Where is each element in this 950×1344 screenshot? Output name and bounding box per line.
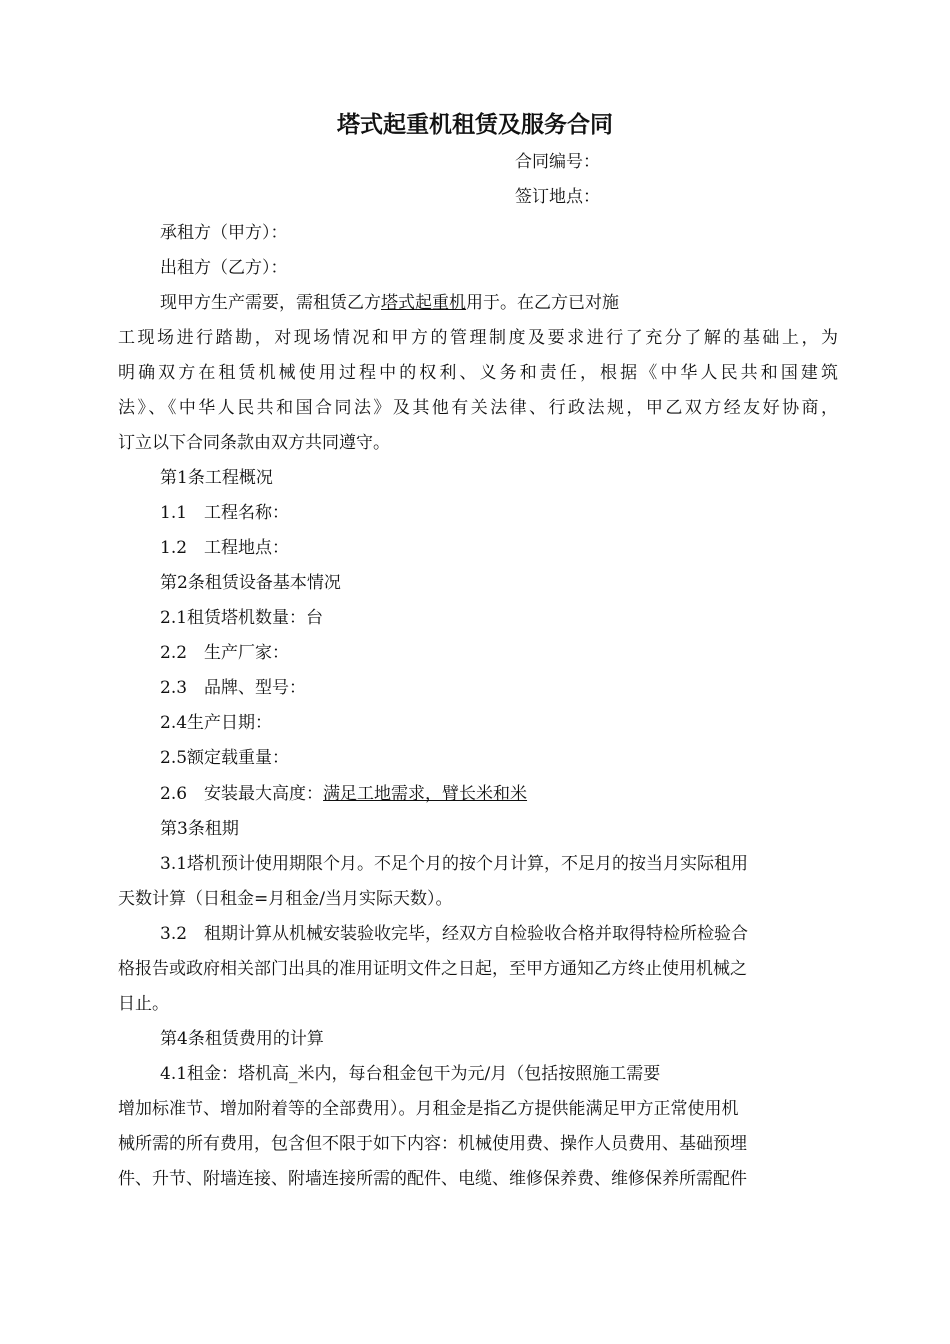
article-2-item-2: 2.2 生产厂家： <box>160 643 290 663</box>
contract-number-label: 合同编号： <box>515 152 600 172</box>
article-1-item-1: 1.1 工程名称： <box>160 503 290 523</box>
article-2-item-4: 2.4生产日期： <box>160 713 273 733</box>
article-4-p1-line-1: 4.1租金：塔机高_米内，每台租金包干为元/月（包括按照施工需要 <box>160 1064 661 1084</box>
intro-text: 现甲方生产需要，需租赁乙方 <box>160 293 381 313</box>
sign-place-label: 签订地点： <box>515 187 600 207</box>
article-2-item-5: 2.5额定载重量： <box>160 748 290 768</box>
party-b-label: 出租方（乙方）： <box>160 258 288 278</box>
article-3-p2-line-2: 格报告或政府相关部门出具的准用证明文件之日起，至甲方通知乙方终止使用机械之 <box>118 959 747 979</box>
article-4-p1-line-2: 增加标准节、增加附着等的全部费用）。月租金是指乙方提供能满足甲方正常使用机 <box>118 1099 739 1119</box>
intro-line-4: 法》、《中华人民共和国合同法》及其他有关法律、行政法规，甲乙双方经友好协商， <box>118 398 838 418</box>
document-title: 塔式起重机租赁及服务合同 <box>337 112 613 138</box>
article-4-p1-line-4: 件、升节、附墙连接、附墙连接所需的配件、电缆、维修保养费、维修保养所需配件 <box>118 1169 747 1189</box>
equipment-name: 塔式起重机 <box>381 293 466 313</box>
item-value: 满足工地需求，臂长米和米 <box>323 784 528 804</box>
intro-text: 用于。在乙方已对施 <box>466 293 619 313</box>
article-3-p2-line-1: 3.2 租期计算从机械安装验收完毕，经双方自检验收合格并取得特检所检验合 <box>160 924 749 944</box>
intro-line-1 <box>160 291 840 315</box>
article-1-item-2: 1.2 工程地点： <box>160 538 290 558</box>
article-3-p1-line-2: 天数计算（日租金=月租金/当月实际天数）。 <box>118 889 453 909</box>
article-4-p1-line-3: 械所需的所有费用，包含但不限于如下内容：机械使用费、操作人员费用、基础预埋 <box>118 1134 747 1154</box>
article-4-heading: 第4条租赁费用的计算 <box>160 1029 324 1049</box>
article-3-heading: 第3条租期 <box>160 819 239 839</box>
item-label: 2.6 安装最大高度： <box>160 784 324 804</box>
party-a-label: 承租方（甲方）： <box>160 223 288 243</box>
article-2-item-1: 2.1租赁塔机数量：台 <box>160 608 324 628</box>
intro-line-5: 订立以下合同条款由双方共同遵守。 <box>118 433 390 453</box>
article-3-p2-line-3: 日止。 <box>118 994 169 1014</box>
article-2-heading: 第2条租赁设备基本情况 <box>160 573 341 593</box>
article-3-p1-line-1: 3.1塔机预计使用期限个月。不足个月的按个月计算，不足月的按当月实际租用 <box>160 854 749 874</box>
intro-line-3: 明确双方在租赁机械使用过程中的权利、义务和责任，根据《中华人民共和国建筑 <box>118 363 838 383</box>
intro-line-2: 工现场进行踏勘，对现场情况和甲方的管理制度及要求进行了充分了解的基础上，为 <box>118 328 838 348</box>
article-2-item-6 <box>160 782 840 806</box>
article-1-heading: 第1条工程概况 <box>160 468 273 488</box>
article-2-item-3: 2.3 品牌、型号： <box>160 678 307 698</box>
